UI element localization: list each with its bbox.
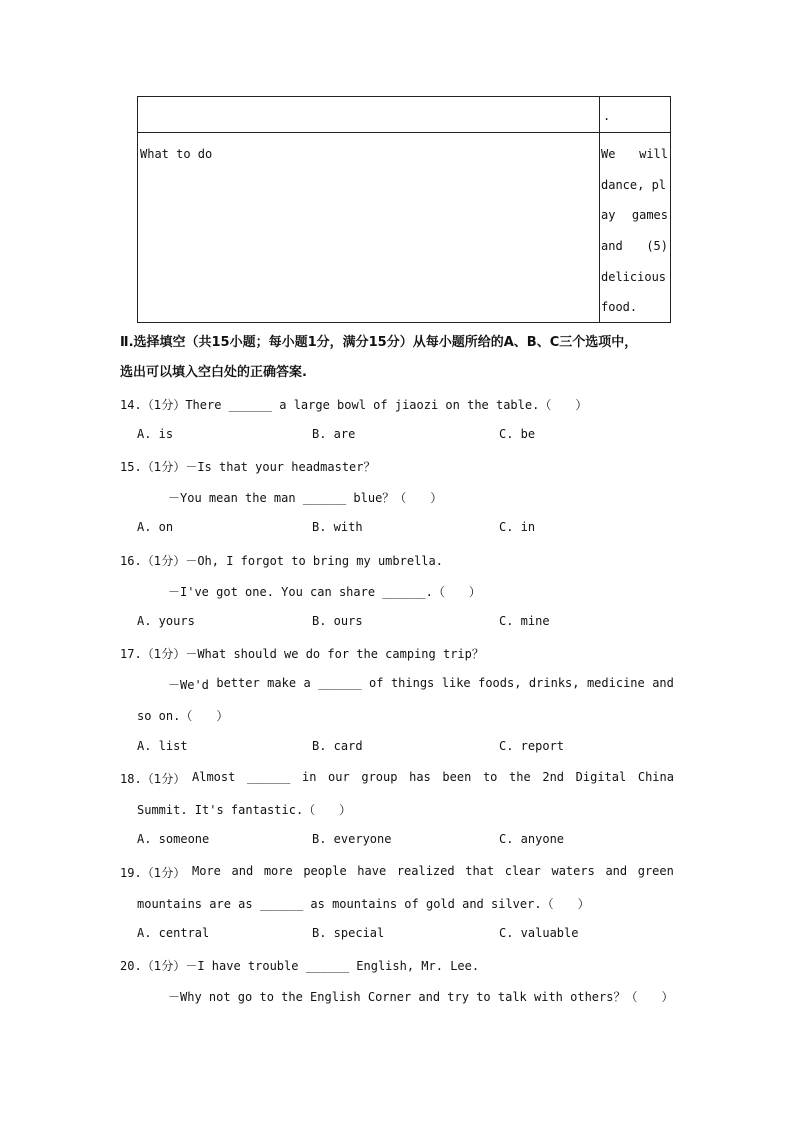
table-cell-dot: . xyxy=(603,109,611,123)
cell-line: ay games xyxy=(601,208,668,223)
cell-line: food. xyxy=(601,300,638,315)
option-a: A. list xyxy=(137,739,188,753)
question-18-stem-continued: Summit. It's fantastic.（ ） xyxy=(137,803,352,817)
question-18-stem: Almost ______ in our group has been to the 2nd Digital China xyxy=(192,770,674,784)
option-a: A. is xyxy=(137,427,174,441)
option-c: C. mine xyxy=(499,614,550,628)
option-b: B. are xyxy=(312,427,356,441)
option-c: C. valuable xyxy=(499,926,579,940)
table-cell-what-to-do: What to do xyxy=(140,147,213,161)
option-c: C. in xyxy=(499,520,536,534)
option-b: B. ours xyxy=(312,614,363,628)
table-row-divider xyxy=(138,132,670,133)
option-a: A. central xyxy=(137,926,210,940)
option-c: C. report xyxy=(499,739,565,753)
option-a: A. yours xyxy=(137,614,195,628)
option-c: C. anyone xyxy=(499,832,565,846)
question-19-stem-continued: mountains are as ______ as mountains of gold and silver.（ ） xyxy=(137,897,590,911)
cell-line: dance, pl xyxy=(601,177,667,192)
question-20: 20.（1分）－I have trouble ______ English, Mr. Lee. xyxy=(120,959,480,973)
question-15: 15.（1分）－Is that your headmaster？ xyxy=(120,460,376,474)
cell-line: We will xyxy=(601,147,668,161)
option-c: C. be xyxy=(499,427,536,441)
option-b: B. everyone xyxy=(312,832,392,846)
question-17-reply-continued: so on.（ ） xyxy=(137,709,229,723)
question-20-reply: －Why not go to the English Corner and try to talk with others？（ ） xyxy=(168,990,674,1004)
option-b: B. special xyxy=(312,926,385,940)
question-19-stem: More and more people have realized that clear waters and green xyxy=(192,864,674,878)
activity-table xyxy=(137,96,671,323)
cell-line: and (5) xyxy=(601,239,668,254)
table-cell-activities xyxy=(601,143,671,327)
question-18-prefix: 18.（1分） xyxy=(120,772,186,786)
question-17-reply: －We'd better make a ______ of things like foods, drinks, medicine and xyxy=(168,676,674,692)
option-a: A. someone xyxy=(137,832,210,846)
question-16-reply: －I've got one. You can share ______.（ ） xyxy=(168,585,481,599)
question-16: 16.（1分）－Oh, I forgot to bring my umbrella. xyxy=(120,554,443,568)
table-column-divider xyxy=(599,97,600,322)
question-15-reply: －You mean the man ______ blue？（ ） xyxy=(168,491,443,505)
question-17: 17.（1分）－What should we do for the camping trip？ xyxy=(120,647,484,661)
section-heading: Ⅱ.选择填空（共15小题；每小题1分，满分15分）从每小题所给的A、B、C三个选项中， 选出可以填入空白处的正确答案. xyxy=(120,335,638,380)
option-b: B. with xyxy=(312,520,363,534)
question-19-prefix: 19.（1分） xyxy=(120,866,186,880)
option-a: A. on xyxy=(137,520,174,534)
cell-line: delicious xyxy=(601,269,667,284)
question-14: 14.（1分）There ______ a large bowl of jiaozi on the table.（ ） xyxy=(120,398,588,412)
option-b: B. card xyxy=(312,739,363,753)
